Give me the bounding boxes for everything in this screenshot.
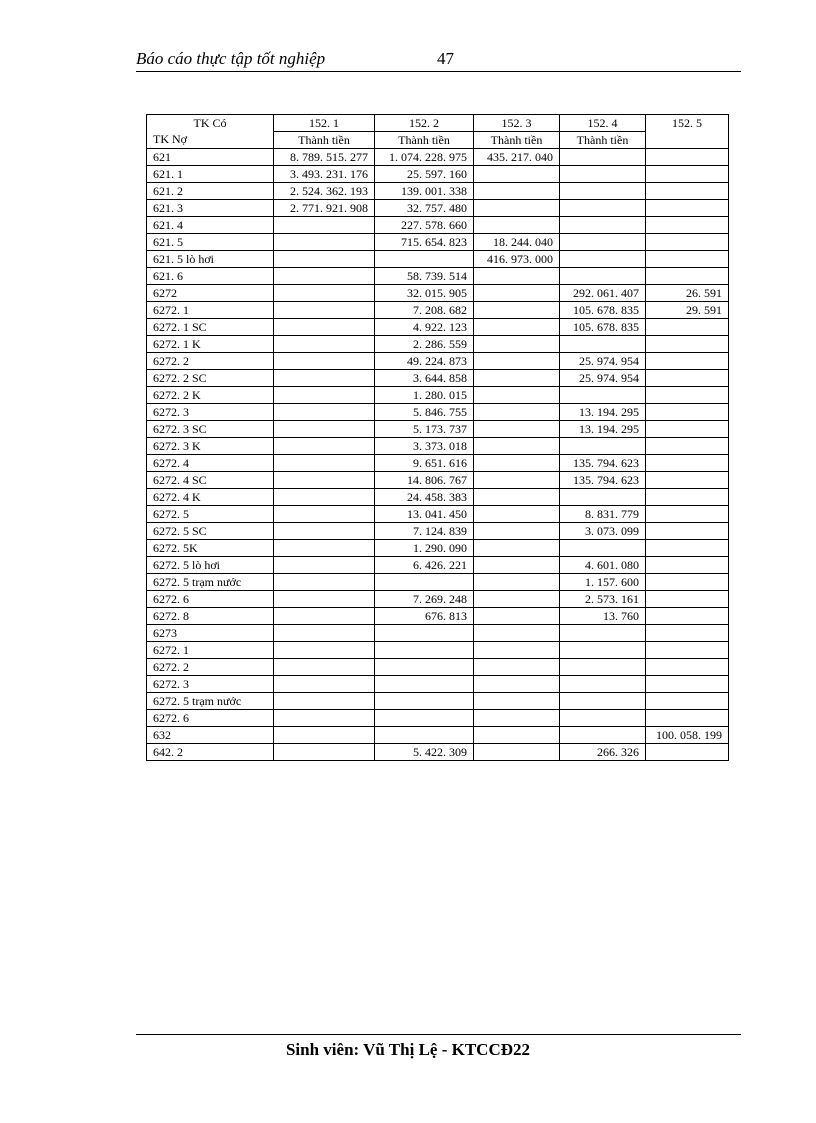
amount-cell: 18. 244. 040: [474, 234, 560, 251]
amount-cell: 135. 794. 623: [560, 455, 646, 472]
table-row: [147, 591, 729, 608]
amount-cell: [474, 693, 560, 710]
column-code: 152. 2: [409, 116, 439, 130]
amount-cell: [560, 489, 646, 506]
amount-cell: [646, 234, 729, 251]
account-debit-cell: 6272. 5K: [147, 540, 274, 557]
amount-cell: [646, 472, 729, 489]
amount-cell: [646, 557, 729, 574]
amount-cell: [474, 625, 560, 642]
amount-cell: 7. 208. 682: [375, 302, 474, 319]
amount-cell: [274, 591, 375, 608]
amount-cell: 2. 286. 559: [375, 336, 474, 353]
account-debit-cell: 6272. 1: [147, 642, 274, 659]
amount-cell: 3. 644. 858: [375, 370, 474, 387]
amount-cell: [646, 574, 729, 591]
amount-cell: [646, 336, 729, 353]
amount-cell: 25. 597. 160: [375, 166, 474, 183]
header-divider: [136, 71, 741, 72]
table-row: [147, 404, 729, 421]
table-row: [147, 608, 729, 625]
account-debit-cell: 621. 2: [147, 183, 274, 200]
table-row: [147, 217, 729, 234]
table-row: [147, 285, 729, 302]
account-debit-cell: 642. 2: [147, 744, 274, 761]
amount-cell: [560, 727, 646, 744]
amount-cell: 32. 757. 480: [375, 200, 474, 217]
account-debit-cell: 6272. 1 K: [147, 336, 274, 353]
amount-cell: [560, 642, 646, 659]
amount-cell: 2. 573. 161: [560, 591, 646, 608]
table-row: [147, 642, 729, 659]
account-debit-cell: 621. 5: [147, 234, 274, 251]
amount-cell: [646, 591, 729, 608]
amount-cell: [474, 557, 560, 574]
table-row: [147, 353, 729, 370]
table-row: [147, 744, 729, 761]
table-row: [147, 370, 729, 387]
table-row: [147, 676, 729, 693]
amount-cell: [560, 183, 646, 200]
amount-cell: [646, 676, 729, 693]
amount-cell: [646, 710, 729, 727]
table-row: [147, 166, 729, 183]
table-row: [147, 727, 729, 744]
amount-cell: [474, 591, 560, 608]
amount-cell: [274, 370, 375, 387]
account-debit-cell: 6272. 4 SC: [147, 472, 274, 489]
amount-cell: [274, 608, 375, 625]
amount-cell: [474, 659, 560, 676]
amount-cell: [274, 251, 375, 268]
page-number: 47: [437, 49, 454, 68]
account-debit-cell: 6272. 3 SC: [147, 421, 274, 438]
amount-cell: 13. 194. 295: [560, 421, 646, 438]
corner-header-cell: [147, 115, 274, 149]
account-debit-cell: 6272. 4 K: [147, 489, 274, 506]
amount-cell: 13. 041. 450: [375, 506, 474, 523]
table-row: [147, 200, 729, 217]
amount-cell: [474, 489, 560, 506]
amount-cell: [646, 319, 729, 336]
column-header-152-1: [274, 115, 375, 149]
account-debit-cell: 6272. 5 SC: [147, 523, 274, 540]
amount-cell: [646, 438, 729, 455]
table-row: [147, 183, 729, 200]
amount-cell: [274, 438, 375, 455]
report-title: Báo cáo thực tập tốt nghiệp: [136, 49, 326, 68]
amount-cell: [375, 659, 474, 676]
amount-cell: [646, 200, 729, 217]
amount-cell: [274, 285, 375, 302]
table-row: [147, 302, 729, 319]
footer-divider: [136, 1034, 741, 1035]
amount-cell: [474, 727, 560, 744]
amount-cell: 6. 426. 221: [375, 557, 474, 574]
amount-cell: [375, 676, 474, 693]
amount-cell: 1. 280. 015: [375, 387, 474, 404]
amount-cell: 2. 771. 921. 908: [274, 200, 375, 217]
student-signature-line: Sinh viên: Vũ Thị Lệ - KTCCĐ22: [285, 1040, 531, 1059]
amount-cell: [274, 574, 375, 591]
corner-top-label: TK Có: [193, 116, 227, 130]
amount-cell: [560, 387, 646, 404]
amount-cell: [646, 625, 729, 642]
amount-cell: [560, 710, 646, 727]
amount-cell: [274, 387, 375, 404]
column-subheader: Thành tiền: [274, 131, 374, 148]
table-row: [147, 336, 729, 353]
amount-cell: [646, 489, 729, 506]
amount-cell: [274, 642, 375, 659]
account-debit-cell: 6272. 3: [147, 676, 274, 693]
column-code: 152. 5: [672, 116, 702, 130]
table-row: [147, 455, 729, 472]
amount-cell: [375, 251, 474, 268]
table-row: [147, 387, 729, 404]
amount-cell: 5. 846. 755: [375, 404, 474, 421]
amount-cell: [560, 200, 646, 217]
amount-cell: [646, 404, 729, 421]
amount-cell: [560, 625, 646, 642]
column-code: 152. 3: [501, 116, 532, 130]
amount-cell: [646, 744, 729, 761]
amount-cell: [560, 217, 646, 234]
account-debit-cell: 6272. 8: [147, 608, 274, 625]
amount-cell: [474, 472, 560, 489]
amount-cell: [646, 370, 729, 387]
amount-cell: [560, 251, 646, 268]
amount-cell: [474, 336, 560, 353]
amount-cell: [646, 608, 729, 625]
corner-bottom-label: TK Nợ: [153, 132, 188, 146]
amount-cell: [474, 540, 560, 557]
column-header-152-2: [375, 115, 474, 149]
ledger-table: [146, 114, 729, 761]
account-debit-cell: 6272. 2 K: [147, 387, 274, 404]
amount-cell: [646, 149, 729, 166]
amount-cell: [474, 370, 560, 387]
account-debit-cell: 621. 1: [147, 166, 274, 183]
amount-cell: 105. 678. 835: [560, 302, 646, 319]
amount-cell: [474, 200, 560, 217]
account-debit-cell: 6272. 6: [147, 710, 274, 727]
table-row: [147, 489, 729, 506]
table-row: [147, 625, 729, 642]
table-row: [147, 557, 729, 574]
account-debit-cell: 6272. 4: [147, 455, 274, 472]
amount-cell: [646, 353, 729, 370]
amount-cell: 4. 601. 080: [560, 557, 646, 574]
amount-cell: 26. 591: [646, 285, 729, 302]
column-code: 152. 1: [309, 116, 339, 130]
amount-cell: [646, 540, 729, 557]
amount-cell: [474, 268, 560, 285]
amount-cell: [474, 710, 560, 727]
amount-cell: [474, 183, 560, 200]
account-debit-cell: 621. 6: [147, 268, 274, 285]
amount-cell: [474, 455, 560, 472]
account-debit-cell: 6272: [147, 285, 274, 302]
amount-cell: [474, 642, 560, 659]
amount-cell: 139. 001. 338: [375, 183, 474, 200]
amount-cell: 3. 373. 018: [375, 438, 474, 455]
amount-cell: 2. 524. 362. 193: [274, 183, 375, 200]
amount-cell: 3. 073. 099: [560, 523, 646, 540]
amount-cell: 13. 194. 295: [560, 404, 646, 421]
table-row: [147, 234, 729, 251]
amount-cell: [646, 217, 729, 234]
table-row: [147, 506, 729, 523]
amount-cell: 266. 326: [560, 744, 646, 761]
amount-cell: [274, 693, 375, 710]
amount-cell: [474, 608, 560, 625]
amount-cell: 25. 974. 954: [560, 370, 646, 387]
amount-cell: [474, 574, 560, 591]
amount-cell: 227. 578. 660: [375, 217, 474, 234]
amount-cell: [560, 149, 646, 166]
amount-cell: [560, 676, 646, 693]
table-header-row: [147, 115, 729, 149]
account-debit-cell: 6272. 2: [147, 659, 274, 676]
amount-cell: [274, 217, 375, 234]
amount-cell: [274, 710, 375, 727]
amount-cell: 14. 806. 767: [375, 472, 474, 489]
amount-cell: 715. 654. 823: [375, 234, 474, 251]
amount-cell: 8. 789. 515. 277: [274, 149, 375, 166]
amount-cell: [646, 166, 729, 183]
amount-cell: 24. 458. 383: [375, 489, 474, 506]
amount-cell: [274, 744, 375, 761]
table-row: [147, 693, 729, 710]
table-row: [147, 268, 729, 285]
amount-cell: 7. 269. 248: [375, 591, 474, 608]
account-debit-cell: 632: [147, 727, 274, 744]
amount-cell: [646, 421, 729, 438]
amount-cell: [560, 438, 646, 455]
account-debit-cell: 6272. 5 trạm nước: [147, 693, 274, 710]
account-debit-cell: 621. 3: [147, 200, 274, 217]
amount-cell: [274, 523, 375, 540]
amount-cell: [375, 625, 474, 642]
amount-cell: 5. 422. 309: [375, 744, 474, 761]
amount-cell: 100. 058. 199: [646, 727, 729, 744]
amount-cell: [274, 489, 375, 506]
table-row: [147, 421, 729, 438]
amount-cell: [474, 744, 560, 761]
table-row: [147, 523, 729, 540]
amount-cell: [560, 268, 646, 285]
amount-cell: [274, 727, 375, 744]
amount-cell: [646, 642, 729, 659]
amount-cell: [646, 523, 729, 540]
amount-cell: 13. 760: [560, 608, 646, 625]
amount-cell: [646, 183, 729, 200]
table-row: [147, 319, 729, 336]
amount-cell: 3. 493. 231. 176: [274, 166, 375, 183]
amount-cell: [474, 676, 560, 693]
account-debit-cell: 6272. 2 SC: [147, 370, 274, 387]
amount-cell: 1. 074. 228. 975: [375, 149, 474, 166]
account-debit-cell: 6272. 6: [147, 591, 274, 608]
amount-cell: [474, 217, 560, 234]
amount-cell: [375, 710, 474, 727]
account-debit-cell: 6272. 3: [147, 404, 274, 421]
amount-cell: [274, 268, 375, 285]
amount-cell: [474, 506, 560, 523]
account-debit-cell: 621. 5 lò hơi: [147, 251, 274, 268]
table-row: [147, 540, 729, 557]
account-debit-cell: 6272. 5 lò hơi: [147, 557, 274, 574]
amount-cell: 29. 591: [646, 302, 729, 319]
amount-cell: 9. 651. 616: [375, 455, 474, 472]
amount-cell: [474, 387, 560, 404]
amount-cell: 4. 922. 123: [375, 319, 474, 336]
column-subheader: Thành tiền: [375, 131, 473, 148]
amount-cell: [274, 540, 375, 557]
table-row: [147, 438, 729, 455]
amount-cell: 8. 831. 779: [560, 506, 646, 523]
amount-cell: 676. 813: [375, 608, 474, 625]
amount-cell: [474, 404, 560, 421]
amount-cell: [560, 659, 646, 676]
amount-cell: [646, 506, 729, 523]
column-subheader: Thành tiền: [560, 131, 645, 148]
column-code: 152. 4: [587, 116, 618, 130]
amount-cell: [274, 353, 375, 370]
amount-cell: 416. 973. 000: [474, 251, 560, 268]
amount-cell: [375, 727, 474, 744]
amount-cell: 7. 124. 839: [375, 523, 474, 540]
amount-cell: [274, 472, 375, 489]
account-debit-cell: 6273: [147, 625, 274, 642]
amount-cell: [646, 387, 729, 404]
amount-cell: [474, 421, 560, 438]
column-header-152-3: [474, 115, 560, 149]
amount-cell: [646, 693, 729, 710]
table-row: [147, 251, 729, 268]
amount-cell: 292. 061. 407: [560, 285, 646, 302]
amount-cell: [274, 506, 375, 523]
column-header-152-5: [646, 115, 729, 149]
amount-cell: [274, 676, 375, 693]
account-debit-cell: 6272. 5: [147, 506, 274, 523]
amount-cell: [646, 659, 729, 676]
account-debit-cell: 6272. 2: [147, 353, 274, 370]
amount-cell: [474, 523, 560, 540]
amount-cell: [274, 659, 375, 676]
amount-cell: [474, 166, 560, 183]
amount-cell: 105. 678. 835: [560, 319, 646, 336]
amount-cell: [474, 319, 560, 336]
amount-cell: [274, 455, 375, 472]
amount-cell: [646, 455, 729, 472]
amount-cell: [274, 336, 375, 353]
column-header-152-4: [560, 115, 646, 149]
amount-cell: [560, 693, 646, 710]
amount-cell: 32. 015. 905: [375, 285, 474, 302]
table-row: [147, 149, 729, 166]
amount-cell: 5. 173. 737: [375, 421, 474, 438]
amount-cell: [646, 268, 729, 285]
column-subheader: Thành tiền: [474, 131, 559, 148]
amount-cell: [274, 625, 375, 642]
amount-cell: 25. 974. 954: [560, 353, 646, 370]
amount-cell: [375, 693, 474, 710]
amount-cell: [274, 302, 375, 319]
account-debit-cell: 6272. 1: [147, 302, 274, 319]
amount-cell: [560, 166, 646, 183]
amount-cell: 1. 157. 600: [560, 574, 646, 591]
table-row: [147, 710, 729, 727]
ledger-body: [147, 149, 729, 761]
amount-cell: [474, 353, 560, 370]
amount-cell: [474, 285, 560, 302]
table-row: [147, 574, 729, 591]
amount-cell: 435. 217. 040: [474, 149, 560, 166]
account-debit-cell: 6272. 5 trạm nước: [147, 574, 274, 591]
amount-cell: [560, 540, 646, 557]
table-row: [147, 659, 729, 676]
account-debit-cell: 621. 4: [147, 217, 274, 234]
amount-cell: [375, 574, 474, 591]
amount-cell: [274, 404, 375, 421]
table-row: [147, 472, 729, 489]
account-debit-cell: 621: [147, 149, 274, 166]
amount-cell: [274, 421, 375, 438]
amount-cell: [646, 251, 729, 268]
amount-cell: 135. 794. 623: [560, 472, 646, 489]
amount-cell: [560, 336, 646, 353]
account-debit-cell: 6272. 3 K: [147, 438, 274, 455]
amount-cell: [375, 642, 474, 659]
amount-cell: [474, 302, 560, 319]
amount-cell: [560, 234, 646, 251]
amount-cell: 49. 224. 873: [375, 353, 474, 370]
amount-cell: [274, 319, 375, 336]
amount-cell: [474, 438, 560, 455]
amount-cell: [274, 557, 375, 574]
amount-cell: 1. 290. 090: [375, 540, 474, 557]
account-debit-cell: 6272. 1 SC: [147, 319, 274, 336]
amount-cell: [274, 234, 375, 251]
amount-cell: 58. 739. 514: [375, 268, 474, 285]
